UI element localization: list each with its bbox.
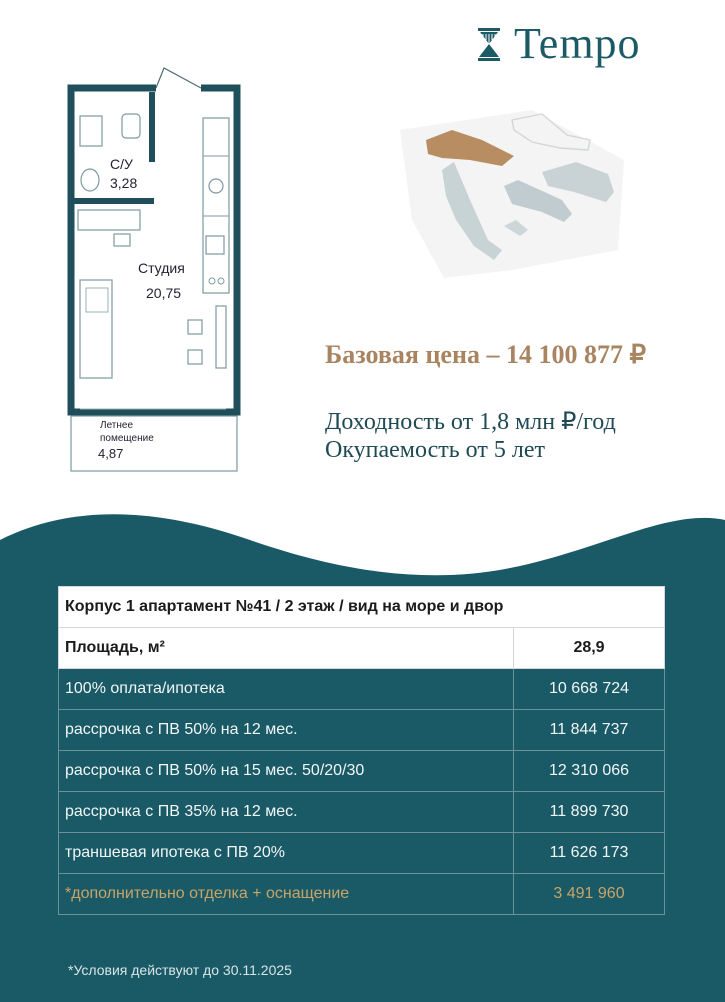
table-title: Корпус 1 апартамент №41 / 2 этаж / вид на море и двор xyxy=(59,587,665,628)
base-price: Базовая цена – 14 100 877 ₽ xyxy=(325,340,646,369)
table-row xyxy=(59,751,665,792)
row-label: рассрочка с ПВ 50% на 12 мес. xyxy=(59,710,514,751)
row-value: 12 310 066 xyxy=(514,751,665,792)
row-label: *дополнительно отделка + оснащение xyxy=(59,874,514,915)
row-label: 100% оплата/ипотека xyxy=(59,669,514,710)
row-label: рассрочка с ПВ 50% на 15 мес. 50/20/30 xyxy=(59,751,514,792)
site-plan-illustration xyxy=(392,100,628,280)
bathroom-area: 3,28 xyxy=(110,175,138,191)
row-value: 11 899 730 xyxy=(514,792,665,833)
area-value: 28,9 xyxy=(514,628,665,669)
table-row xyxy=(59,792,665,833)
table-row xyxy=(59,669,665,710)
row-value: 10 668 724 xyxy=(514,669,665,710)
balcony-area: 4,87 xyxy=(98,446,124,461)
brand-logo xyxy=(474,19,641,68)
row-label: траншевая ипотека с ПВ 20% xyxy=(59,833,514,874)
table-title-row xyxy=(59,587,665,628)
footnote: *Условия действуют до 30.11.2025 xyxy=(68,962,292,978)
price-table xyxy=(58,586,665,915)
row-value: 3 491 960 xyxy=(514,874,665,915)
hourglass-logo-icon xyxy=(474,26,504,62)
table-row xyxy=(59,833,665,874)
row-value: 11 844 737 xyxy=(514,710,665,751)
payback-text: Окупаемость от 5 лет xyxy=(325,437,545,463)
table-row xyxy=(59,710,665,751)
bathroom-label: С/У xyxy=(110,156,133,172)
row-label: рассрочка с ПВ 35% на 12 мес. xyxy=(59,792,514,833)
brand-name: Tempo xyxy=(514,19,641,68)
yield-text: Доходность от 1,8 млн ₽/год xyxy=(325,409,616,435)
area-row xyxy=(59,628,665,669)
balcony-label-line2: помещение xyxy=(100,433,154,444)
table-row-extra xyxy=(59,874,665,915)
area-label: Площадь, м² xyxy=(59,628,514,669)
row-value: 11 626 173 xyxy=(514,833,665,874)
balcony-label-line1: Летнее xyxy=(100,420,134,431)
studio-area: 20,75 xyxy=(146,285,182,301)
studio-label: Студия xyxy=(138,260,185,276)
